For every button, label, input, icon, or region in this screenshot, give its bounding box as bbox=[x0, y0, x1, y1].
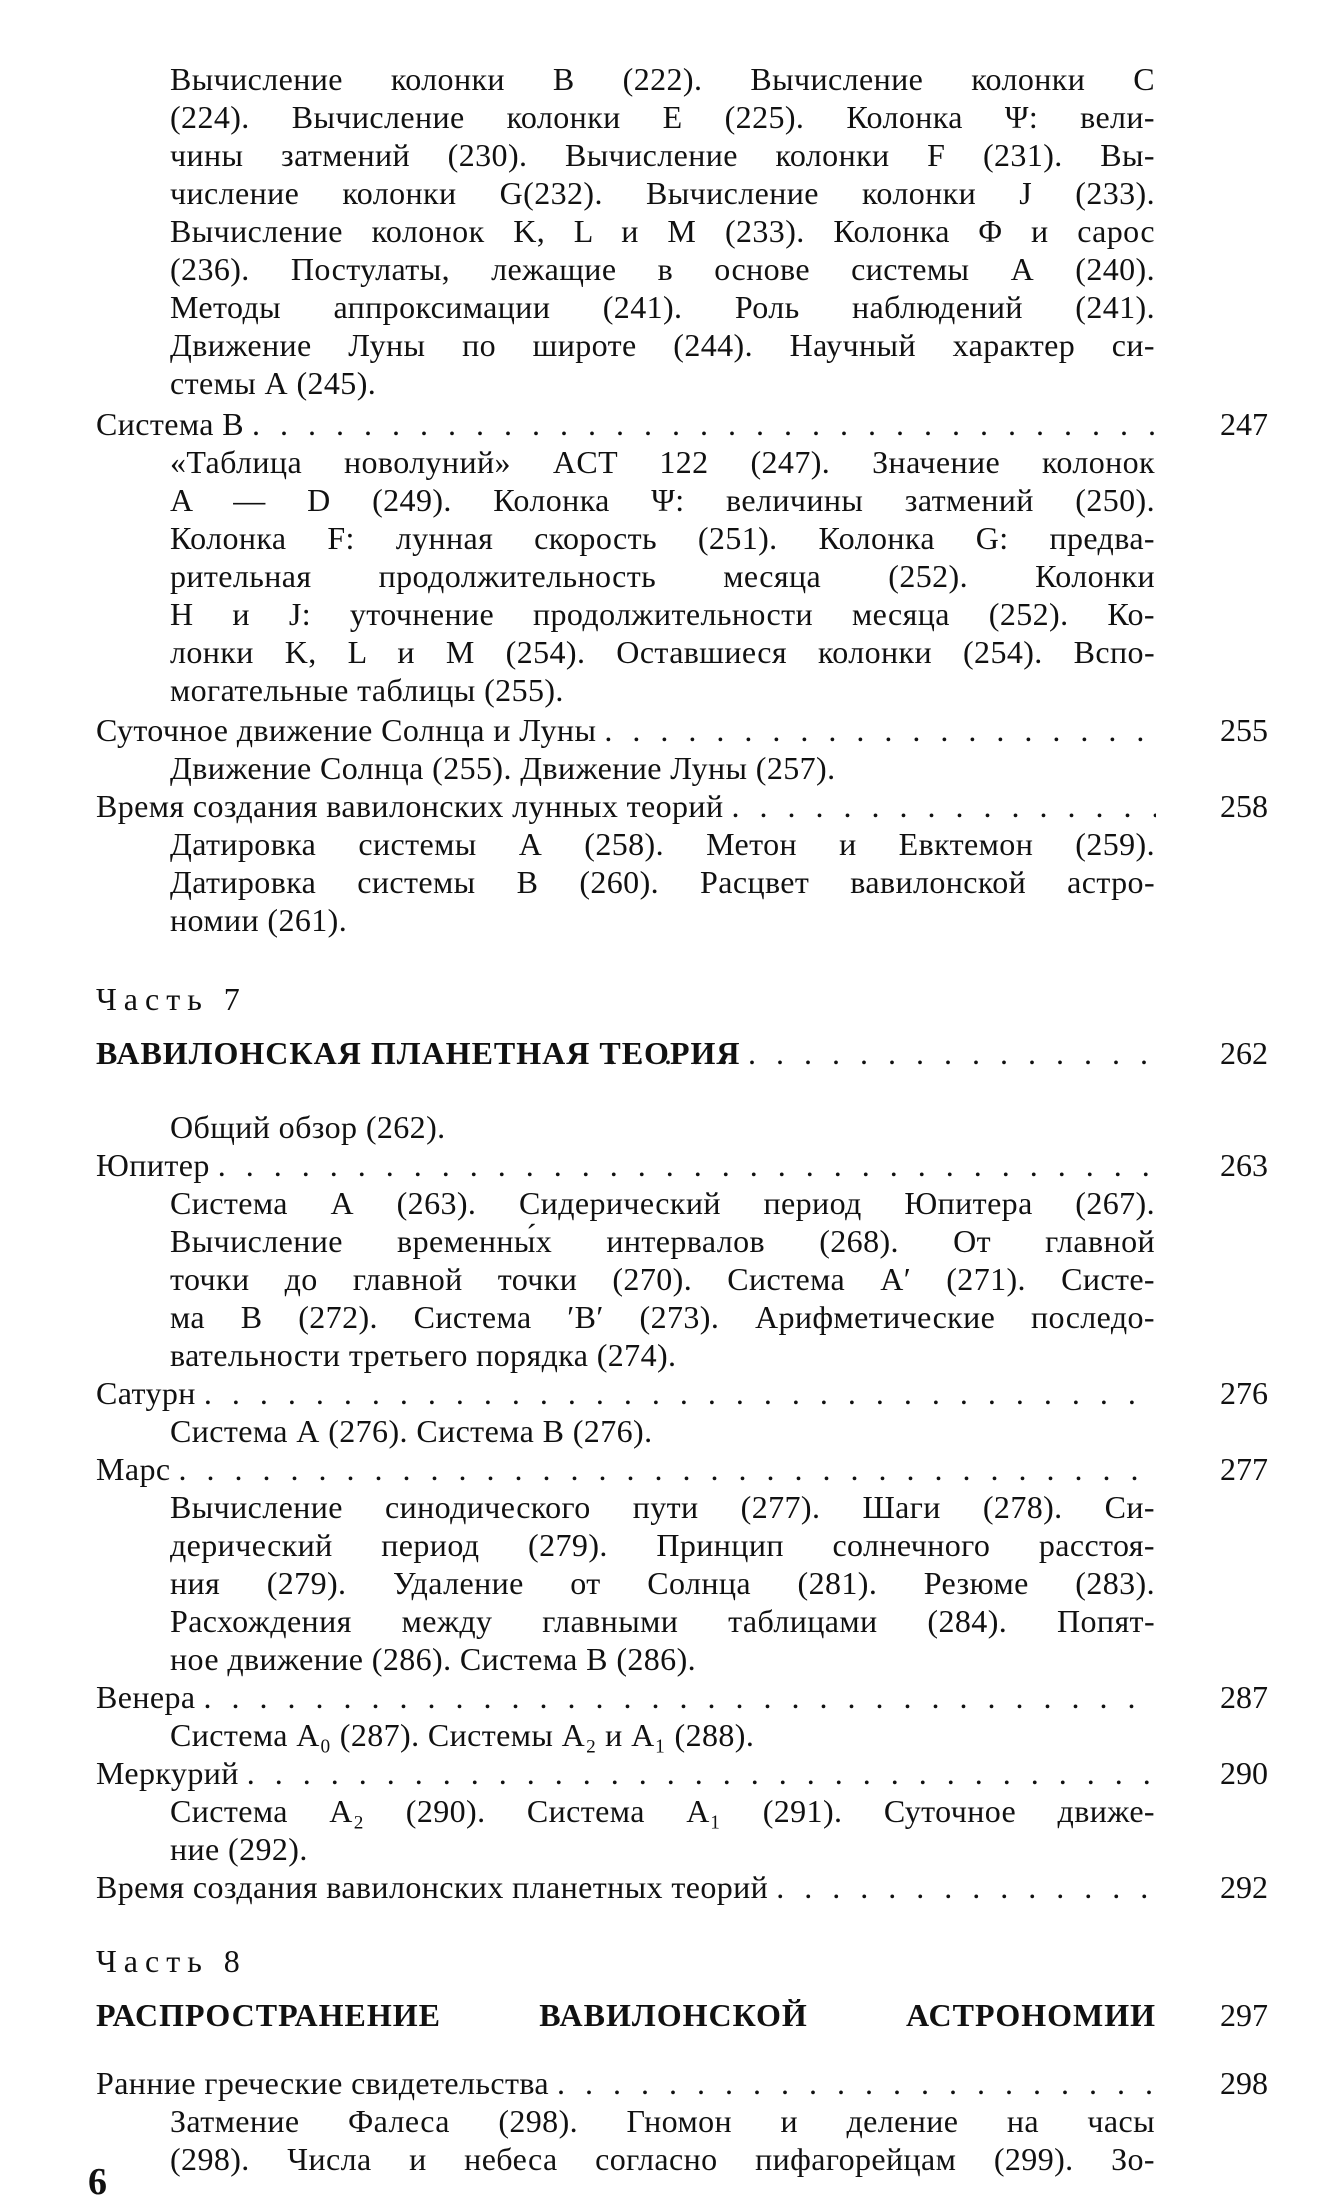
part-heading: РАСПРОСТРАНЕНИЕ ВАВИЛОНСКОЙ АСТРОНОМИИ bbox=[96, 1997, 1156, 2033]
toc-subtopic-line: Система А (276). Система В (276). bbox=[170, 1413, 653, 1449]
toc-subtopic-line: ное движение (286). Система В (286). bbox=[170, 1641, 697, 1677]
toc-subtopic-line: вательности третьего порядка (274). bbox=[170, 1337, 677, 1373]
leader-dots bbox=[196, 1374, 1156, 1412]
toc-entry-title: Венера bbox=[96, 1679, 196, 1715]
toc-subtopic-line: номии (261). bbox=[170, 902, 348, 938]
toc-entry-page: 287 bbox=[1220, 1679, 1268, 1715]
toc-entry-page: 247 bbox=[1220, 406, 1268, 442]
leader-dots bbox=[600, 1034, 1156, 1072]
toc-subtopic-line: Методы аппроксимации (241). Роль наблюдений (241). bbox=[170, 289, 1155, 325]
toc-subtopic-line: ма В (272). Система ′В′ (273). Арифметические последо- bbox=[170, 1299, 1155, 1335]
leader-dots bbox=[239, 1754, 1156, 1792]
toc-subtopic-line: Общий обзор (262). bbox=[170, 1109, 446, 1145]
toc-entry-system-b bbox=[96, 405, 1156, 443]
toc-entry-page: 277 bbox=[1220, 1451, 1268, 1487]
part-heading-page: 297 bbox=[1220, 1997, 1268, 2033]
toc-subtopic-line: стемы А (245). bbox=[170, 365, 377, 401]
toc-entry-title: Юпитер bbox=[96, 1147, 210, 1183]
toc-entry-page: 276 bbox=[1220, 1375, 1268, 1411]
toc-subtopic-line: Вычисление колонок K, L и M (233). Колонка Φ и сарос bbox=[170, 213, 1155, 249]
leader-dots bbox=[723, 787, 1156, 825]
toc-subtopic-line: «Таблица новолуний» ACT 122 (247). Значение колонок bbox=[170, 444, 1155, 480]
toc-entry-daily-motion bbox=[96, 711, 1156, 749]
toc-entry-page: 290 bbox=[1220, 1755, 1268, 1791]
toc-entry-venus bbox=[96, 1678, 1156, 1716]
toc-entry-title: Время создания вавилонских лунных теорий bbox=[96, 788, 724, 824]
toc-entry-page: 255 bbox=[1220, 712, 1268, 748]
toc-entry-title: Суточное движение Солнца и Луны bbox=[96, 712, 597, 748]
toc-subtopic-line: Вычисление колонки B (222). Вычисление колонки C bbox=[170, 61, 1155, 97]
toc-entry-page: 258 bbox=[1220, 788, 1268, 824]
toc-entry-title: Время создания вавилонских планетных теорий bbox=[96, 1869, 769, 1905]
toc-entry-title: Меркурий bbox=[96, 1755, 239, 1791]
toc-subtopic-line: числение колонки G(232). Вычисление колонки J (233). bbox=[170, 175, 1155, 211]
leader-dots bbox=[195, 1678, 1156, 1716]
leader-dots bbox=[244, 405, 1156, 443]
toc-subtopic-line: Датировка системы А (258). Метон и Евктемон (259). bbox=[170, 826, 1155, 862]
toc-subtopic-line: Система А₀ (287). Системы А₂ и А₁ (288). bbox=[170, 1717, 755, 1753]
toc-subtopic-line: Движение Луны по широте (244). Научный характер си- bbox=[170, 327, 1155, 363]
toc-subtopic-line: (236). Постулаты, лежащие в основе системы А (240). bbox=[170, 251, 1155, 287]
leader-dots bbox=[549, 2064, 1156, 2102]
toc-entry-page: 292 bbox=[1220, 1869, 1268, 1905]
toc-entry-title: Система В bbox=[96, 406, 245, 442]
toc-subtopic-line: могательные таблицы (255). bbox=[170, 672, 564, 708]
toc-entry-lunar-theories-time bbox=[96, 787, 1156, 825]
toc-subtopic-line: дерический период (279). Принцип солнечного расстоя- bbox=[170, 1527, 1155, 1563]
toc-subtopic-line: (298). Числа и небеса согласно пифагорейцам (299). Зо- bbox=[170, 2141, 1155, 2177]
toc-subtopic-line: ние (292). bbox=[170, 1831, 308, 1867]
toc-entry-title: Ранние греческие свидетельства bbox=[96, 2065, 550, 2101]
leader-dots bbox=[768, 1868, 1156, 1906]
toc-subtopic-line: Затмение Фалеса (298). Гномон и деление на часы bbox=[170, 2103, 1155, 2139]
toc-entry-title: Сатурн bbox=[96, 1375, 196, 1411]
toc-entry-page: 298 bbox=[1220, 2065, 1268, 2101]
toc-subtopic-line: точки до главной точки (270). Система А′ (271). Систе- bbox=[170, 1261, 1155, 1297]
toc-subtopic-line: Движение Солнца (255). Движение Луны (257). bbox=[170, 750, 836, 786]
leader-dots bbox=[210, 1146, 1156, 1184]
heading-leader bbox=[600, 1034, 1156, 1072]
toc-subtopic-line: лонки K, L и M (254). Оставшиеся колонки (254). Вспо- bbox=[170, 634, 1155, 670]
part-label: Часть 8 bbox=[96, 1943, 247, 1979]
toc-subtopic-line: рительная продолжительность месяца (252). Колонки bbox=[170, 558, 1155, 594]
part-heading: ВАВИЛОНСКАЯ ПЛАНЕТНАЯ ТЕОРИЯ bbox=[96, 1035, 741, 1071]
toc-subtopic-line: Расхождения между главными таблицами (284). Попят- bbox=[170, 1603, 1155, 1639]
toc-subtopic-line: Система А₂ (290). Система А₁ (291). Суточное движе- bbox=[170, 1793, 1155, 1829]
toc-subtopic-line: A — D (249). Колонка Ψ: величины затмений (250). bbox=[170, 482, 1155, 518]
toc-subtopic-line: Система А (263). Сидерический период Юпитера (267). bbox=[170, 1185, 1155, 1221]
toc-subtopic-line: чины затмений (230). Вычисление колонки F (231). Вы- bbox=[170, 137, 1155, 173]
toc-entry-title: Марс bbox=[96, 1451, 171, 1487]
toc-subtopic-line: H и J: уточнение продолжительности месяца (252). Ко- bbox=[170, 596, 1155, 632]
toc-subtopic-line: (224). Вычисление колонки E (225). Колонка Ψ: вели- bbox=[170, 99, 1155, 135]
toc-entry-mars bbox=[96, 1450, 1156, 1488]
toc-entry-mercury bbox=[96, 1754, 1156, 1792]
leader-dots bbox=[170, 1450, 1156, 1488]
part-label: Часть 7 bbox=[96, 981, 247, 1017]
toc-entry-planet-theories-time bbox=[96, 1868, 1156, 1906]
toc-subtopic-line: Колонка F: лунная скорость (251). Колонка G: предва- bbox=[170, 520, 1155, 556]
part-heading-page: 262 bbox=[1220, 1035, 1268, 1071]
toc-subtopic-line: Датировка системы В (260). Расцвет вавилонской астро- bbox=[170, 864, 1155, 900]
page-number: 6 bbox=[88, 2161, 107, 2203]
toc-entry-early-greek bbox=[96, 2064, 1156, 2102]
toc-entry-page: 263 bbox=[1220, 1147, 1268, 1183]
toc-entry-saturn bbox=[96, 1374, 1156, 1412]
toc-subtopic-line: ния (279). Удаление от Солнца (281). Резюме (283). bbox=[170, 1565, 1155, 1601]
toc-entry-jupiter bbox=[96, 1146, 1156, 1184]
toc-subtopic-line: Вычисление временны́х интервалов (268). От главной bbox=[170, 1223, 1155, 1259]
leader-dots bbox=[596, 711, 1156, 749]
toc-subtopic-line: Вычисление синодического пути (277). Шаги (278). Си- bbox=[170, 1489, 1155, 1525]
